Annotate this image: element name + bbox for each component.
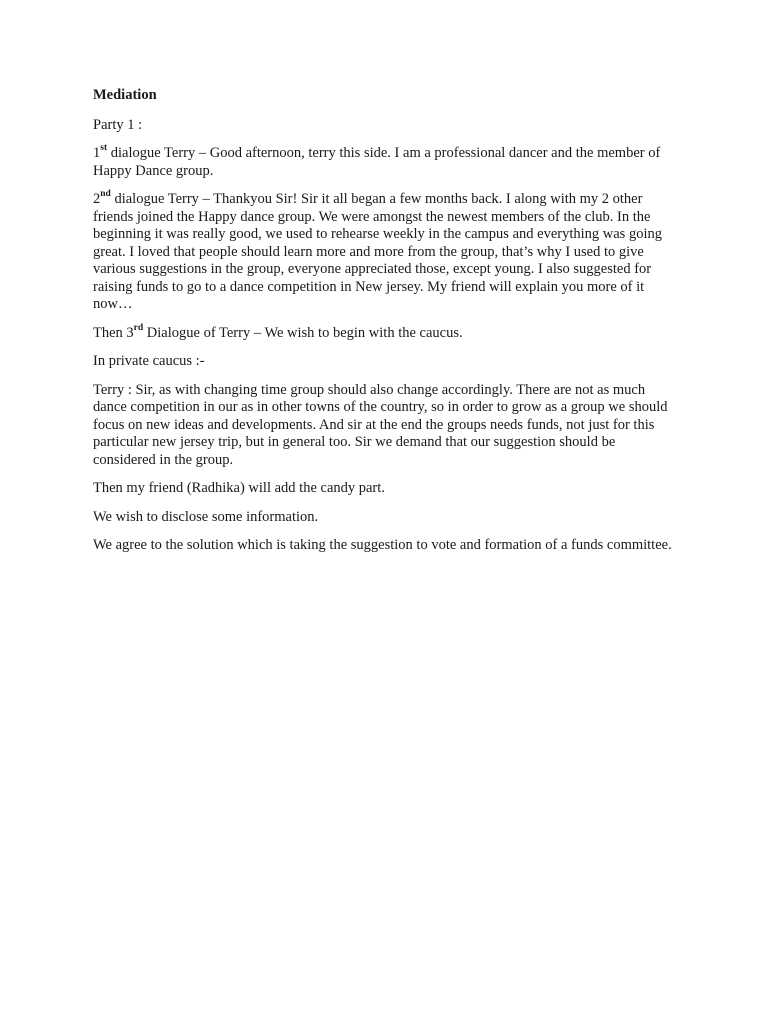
dialogue-3-ordinal: rd <box>133 322 144 333</box>
private-caucus-heading: In private caucus :- <box>93 353 205 369</box>
disclose-line: We wish to disclose some information. <box>93 508 319 525</box>
dialogue-3-text: Dialogue of Terry – We wish to begin with the caucus. <box>143 324 463 341</box>
dialogue-1 <box>93 145 673 180</box>
dialogue-2-text: dialogue Terry – Thankyou Sir! Sir it all began a few months back. I along with my 2 other friends joined the Happy dance group. We were amongst the newest members of the club. In the beginning it was really good, we used to rehearse weekly in the campus and everything was going great. I loved that people should learn more and more from the group, that’s why I used to give various suggestions in the group, everyone appreciated those, except young. I also suggested for raising funds to go to a dance competition in New jersey. My friend will explain you more of it now… <box>93 191 662 312</box>
terry-statement: Terry : Sir, as with changing time group should also change accordingly. There are not as much dance competition in our as in other towns of the country, so in order to grow as a group we should focus on new ideas and developments. And sir at the end the groups needs funds, not just for this particular new jersey trip, but in general too. Sir we demand that our suggestion should be considered in the group. <box>93 381 668 468</box>
dialogue-2-ordinal: nd <box>100 189 111 200</box>
dialogue-2 <box>93 191 673 314</box>
dialogue-1-ordinal: st <box>100 143 108 154</box>
dialogue-1-text: dialogue Terry – Good afternoon, terry this side. I am a professional dancer and the member of Happy Dance group. <box>93 145 661 179</box>
document-title: Mediation <box>93 87 157 103</box>
dialogue-1-number: 1 <box>93 145 101 161</box>
dialogue-2-number: 2 <box>93 191 101 207</box>
radhika-line: Then my friend (Radhika) will add the candy part. <box>93 480 385 496</box>
agree-line: We agree to the solution which is taking the suggestion to vote and formation of a funds committee. <box>93 537 672 553</box>
party-label: Party 1 : <box>93 116 143 133</box>
document-body <box>93 87 673 566</box>
dialogue-3-prefix: Then 3 <box>93 324 134 341</box>
dialogue-3 <box>93 322 673 343</box>
